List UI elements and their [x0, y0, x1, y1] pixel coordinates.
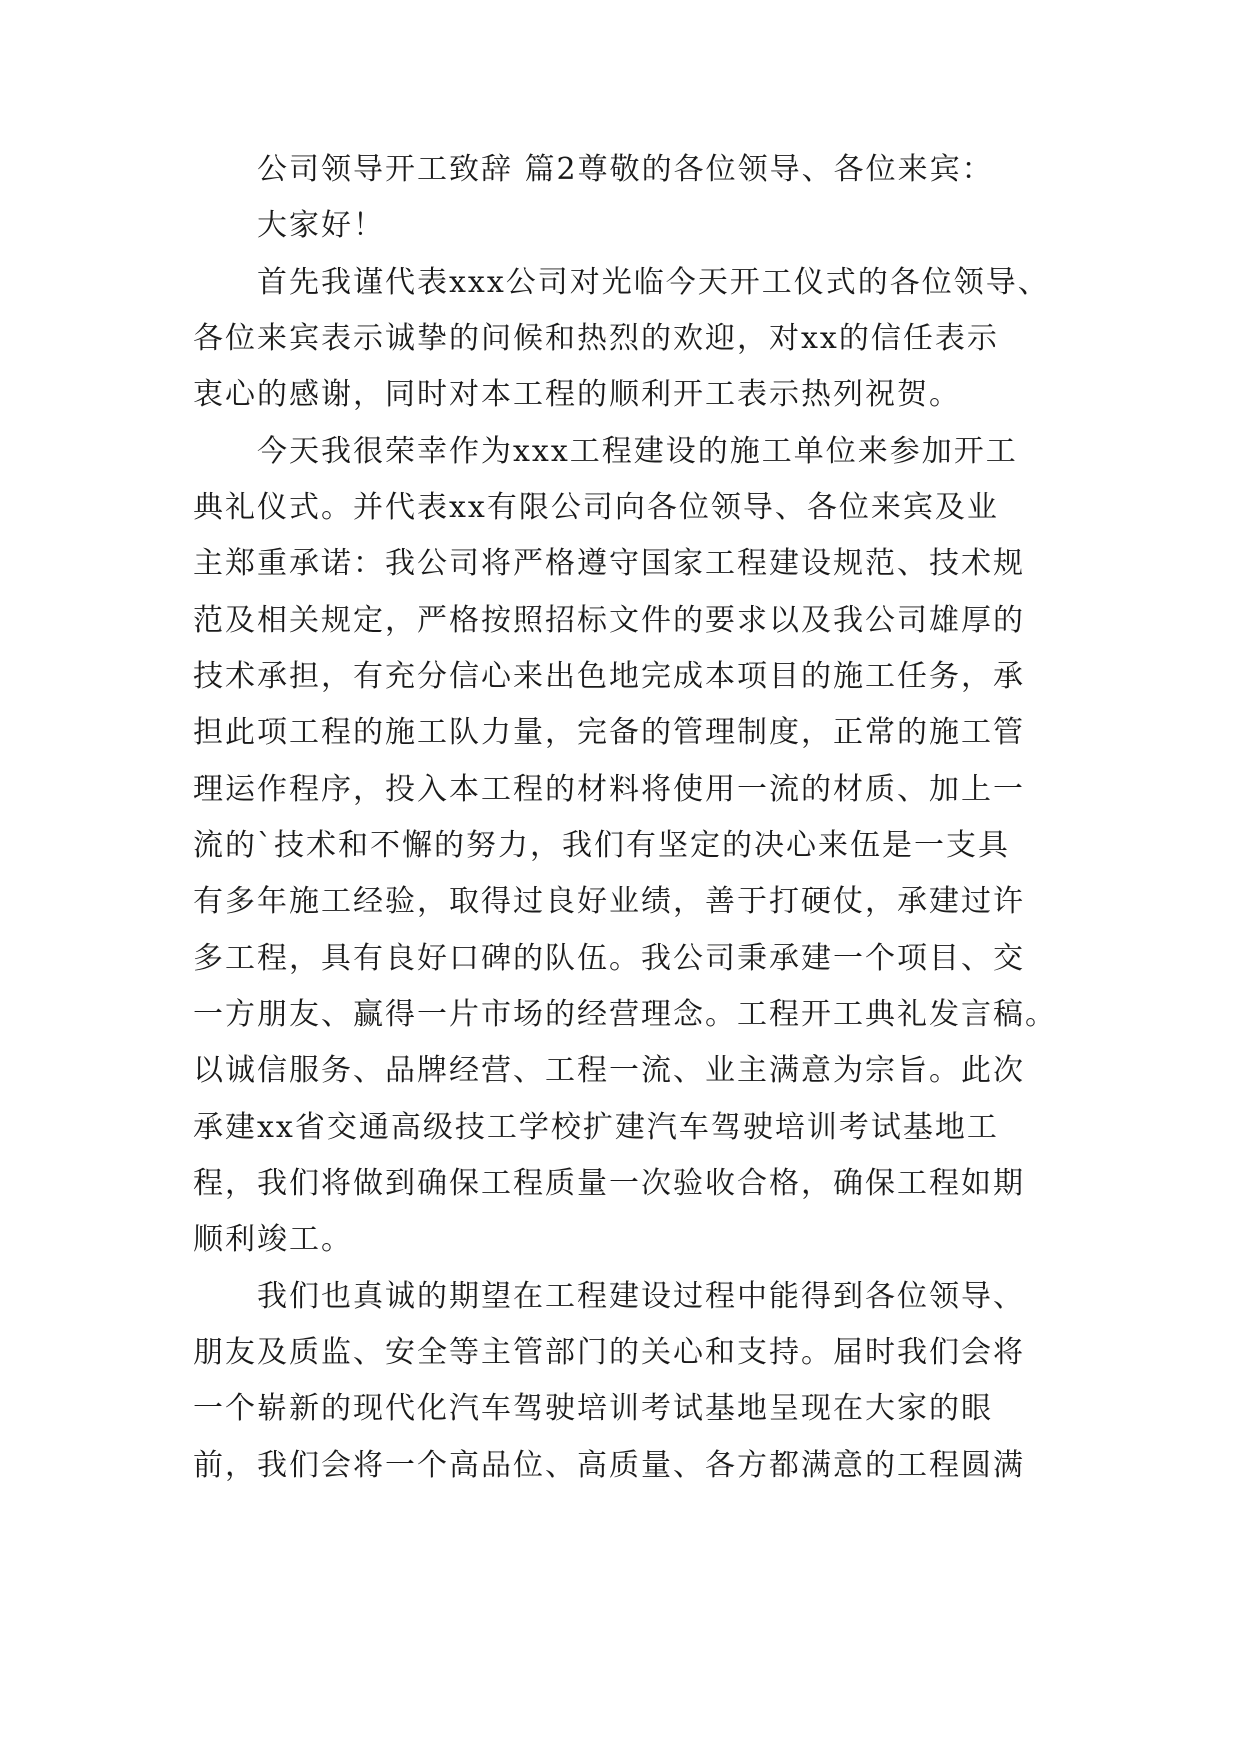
- paragraph-2-line: 技术承担，有充分信心来出色地完成本项目的施工任务，承: [193, 659, 1025, 694]
- paragraph-2-line: 一方朋友、赢得一片市场的经营理念。工程开工典礼发言稿。: [193, 997, 1057, 1032]
- paragraph-3-line: 我们也真诚的期望在工程建设过程中能得到各位领导、: [257, 1279, 1025, 1314]
- paragraph-1-line: 衷心的感谢，同时对本工程的顺利开工表示热列祝贺。: [193, 377, 961, 412]
- paragraph-3-line: 前，我们会将一个高品位、高质量、各方都满意的工程圆满: [193, 1448, 1025, 1483]
- paragraph-2-line: 以诚信服务、品牌经营、工程一流、业主满意为宗旨。此次: [193, 1053, 1025, 1088]
- paragraph-2-line: 顺利竣工。: [193, 1222, 353, 1257]
- paragraph-2-line: 担此项工程的施工队力量，完备的管理制度，正常的施工管: [193, 715, 1025, 750]
- paragraph-3-line: 一个崭新的现代化汽车驾驶培训考试基地呈现在大家的眼: [193, 1391, 993, 1426]
- paragraph-2-line: 典礼仪式。并代表xx有限公司向各位领导、各位来宾及业: [193, 490, 999, 525]
- paragraph-1-line: 各位来宾表示诚挚的问候和热烈的欢迎，对xx的信任表示: [193, 321, 999, 356]
- heading-line: 公司领导开工致辞 篇2尊敬的各位领导、各位来宾：: [257, 152, 994, 187]
- paragraph-2-line: 承建xx省交通高级技工学校扩建汽车驾驶培训考试基地工: [193, 1110, 999, 1145]
- greeting-line: 大家好！: [257, 208, 385, 243]
- paragraph-2-line: 范及相关规定，严格按照招标文件的要求以及我公司雄厚的: [193, 603, 1025, 638]
- paragraph-2-line: 程，我们将做到确保工程质量一次验收合格，确保工程如期: [193, 1166, 1025, 1201]
- paragraph-2-line: 理运作程序，投入本工程的材料将使用一流的材质、加上一: [193, 772, 1025, 807]
- paragraph-2-line: 有多年施工经验，取得过良好业绩，善于打硬仗，承建过许: [193, 884, 1025, 919]
- paragraph-2-line: 主郑重承诺：我公司将严格遵守国家工程建设规范、技术规: [193, 546, 1025, 581]
- paragraph-1-line: 首先我谨代表xxx公司对光临今天开工仪式的各位领导、: [257, 265, 1050, 300]
- paragraph-2-line: 流的`技术和不懈的努力，我们有坚定的决心来伍是一支具: [193, 828, 1010, 863]
- paragraph-3-line: 朋友及质监、安全等主管部门的关心和支持。届时我们会将: [193, 1335, 1025, 1370]
- paragraph-2-line: 多工程，具有良好口碑的队伍。我公司秉承建一个项目、交: [193, 941, 1025, 976]
- paragraph-2-line: 今天我很荣幸作为xxx工程建设的施工单位来参加开工: [257, 434, 1018, 469]
